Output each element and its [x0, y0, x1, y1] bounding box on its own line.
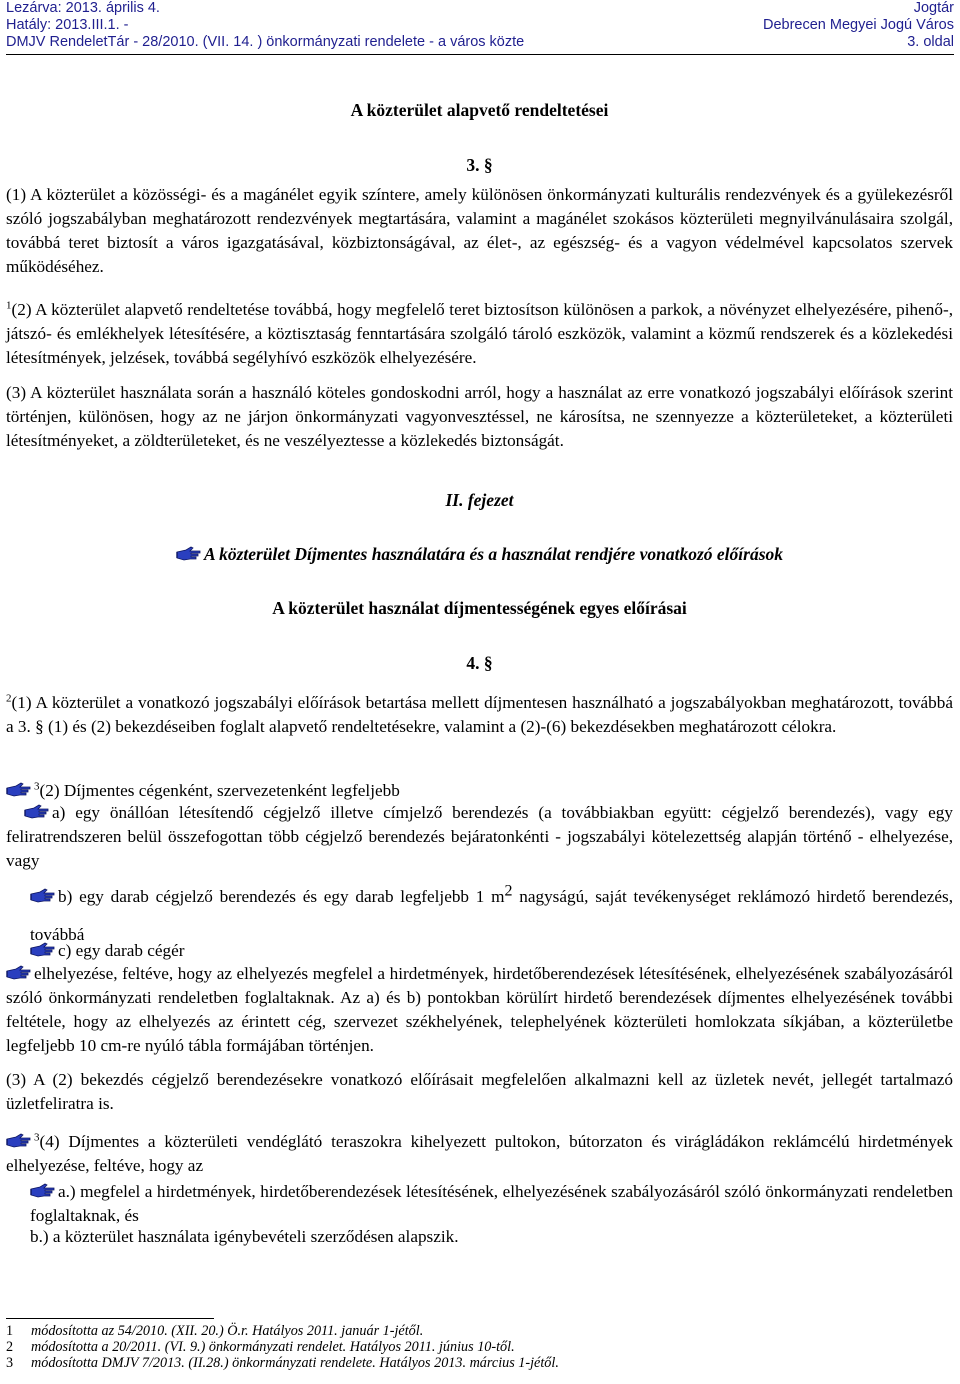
sec3-paragraph-1: (1) A közterület a közösségi- és a magánélet egyik színtere, amely különösen önkormányzati kulturális rendezvények és a gyülekezésről szóló jogszabályban meghatározott rendezvények megtartására, valamint a magánélet szokásos közterületi megnyilvánulásaira szolgál, továbbá teret biztosít a város igazgatásával, közbiztonságával, az élet-, az egészség- és a vagyon védelmével kapcsolatos szervek működéséhez. [6, 185, 953, 276]
footnotes [6, 1323, 954, 1371]
header-city: Debrecen Megyei Jogú Város [762, 17, 954, 33]
sec4-paragraph-4 [6, 1130, 953, 1178]
sec4-paragraph-2 [6, 779, 953, 803]
pointing-hand-icon[interactable] [6, 782, 31, 797]
sec4-point-a-text: a) egy önállóan létesítendő cégjelző illetve címjelző berendezés (a továbbiakban együtt: cégjelző berendezés), vagy egy feliratrendszeren belül összefogottan több cégjelző berendezés bejáratonkénti - jogszabályi kötelezettség alapján történő - elhelyezése, vagy [6, 803, 953, 870]
sec4-point-a [6, 801, 953, 873]
sec4-paragraph-1 [6, 691, 953, 739]
footnote-ref[interactable]: 2 [6, 692, 12, 705]
footnote-item [6, 1323, 954, 1339]
sec3-paragraph-3: (3) A közterület használata során a használó köteles gondoskodni arról, hogy a használat az erre vonatkozó jogszabályi előírások szerint történjen, különösen, hogy az ne járjon önkormányzati vagyonvesztéssel, ne károsítsa, ne szennyezze a közterületeket, a közterületi létesítményeket, a zöldterületeket, és ne veszélyeztesse a közlekedés biztonságát. [6, 383, 953, 450]
sec4-paragraph-4-text: (4) Díjmentes a közterületi vendéglátó teraszokra kihelyezett pultokon, bútorzaton és virágládákon reklámcélú hirdetmények elhelyezése, feltéve, hogy az [6, 1132, 953, 1175]
sec4-point-b-text: b) egy darab cégjelző berendezés és egy darab legfeljebb 1 m [58, 887, 505, 906]
footnote-ref[interactable]: 3 [34, 780, 40, 793]
chapter-title [6, 544, 953, 565]
page-header-right [763, 0, 954, 51]
sec3-paragraph-2 [6, 298, 953, 370]
footnote-item [6, 1339, 954, 1355]
subsection-title: A közterület használat díjmentességének egyes előírásai [272, 598, 687, 618]
sec4-paragraph-2-closing [6, 962, 953, 1058]
sec3-paragraph-2-text: (2) A közterület alapvető rendeltetése továbbá, hogy megfelelő teret biztosítson különösen a parkok, a növényzet elhelyezésére, pihenő-, játszó- és emlékhelyek létesítésére, a köztisztaság fenntartására szolgáló tároló eszközök, valamint a közmű rendszerek és a közlekedési létesítmények, jelzések, továbbá segélyhívó eszközök elhelyezésére. [6, 300, 953, 367]
header-effect-date: Hatály: 2013.III.1. - [6, 17, 129, 33]
sec4-point-b-text-end: nagyságú, saját tevékenységet reklámozó hirdető berendezés, továbbá [30, 887, 953, 944]
footnote-ref[interactable]: 1 [6, 299, 12, 312]
sec4-point-4b: b.) a közterület használata igénybevételi szerződésen alapszik. [30, 1227, 459, 1246]
header-brand: Jogtár [913, 0, 954, 16]
section-title: A közterület alapvető rendeltetései [350, 100, 609, 120]
header-page-number: 3. oldal [907, 34, 954, 50]
section-3-label: 3. § [466, 155, 493, 175]
header-closed-date: Lezárva: 2013. április 4. [6, 0, 160, 16]
footnote-number: 1 [6, 1323, 14, 1339]
footnote-text: módosította DMJV 7/2013. (II.28.) önkormányzati rendelete. Hatályos 2013. március 1-jétől. [31, 1355, 559, 1371]
page-header-left [6, 0, 524, 51]
footnote-number: 3 [6, 1355, 14, 1371]
sec4-paragraph-3: (3) A (2) bekezdés cégjelző berendezésekre vonatkozó előírásait megfelelően alkalmazni kell az üzletek nevét, jellegét tartalmazó üzletfeliratra is. [6, 1070, 953, 1113]
pointing-hand-icon[interactable] [30, 888, 55, 903]
sec4-paragraph-1-text: (1) A közterület a vonatkozó jogszabályi előírások betartása mellett díjmentesen használható a jogszabályokban meghatározott, továbbá a 3. § (1) és (2) bekezdéseiben foglalt alapvető rendeltetésekre, valamint a (2)-(6) bekezdésekben meghatározott célokra. [6, 693, 953, 736]
pointing-hand-icon[interactable] [176, 546, 201, 561]
footnote-number: 2 [6, 1339, 14, 1355]
pointing-hand-icon[interactable] [6, 965, 31, 980]
header-divider [6, 54, 954, 55]
section-4-label: 4. § [466, 653, 493, 673]
sec4-point-c-text: c) egy darab cégér [58, 941, 185, 960]
footnote-divider [6, 1318, 214, 1319]
header-document-ref: DMJV RendeletTár - 28/2010. (VII. 14. ) önkormányzati rendelete - a város közte [6, 34, 525, 50]
chapter-title-text: A közterület Díjmentes használatára és a használat rendjére vonatkozó előírások [203, 544, 784, 564]
footnote-text: módosította az 54/2010. (XII. 20.) Ö.r. Hatályos 2011. január 1-jétől. [31, 1323, 424, 1339]
chapter-label: II. fejezet [445, 490, 514, 510]
pointing-hand-icon[interactable] [30, 942, 55, 957]
pointing-hand-icon[interactable] [30, 1183, 55, 1198]
sec4-paragraph-2-text: (2) Díjmentes cégenként, szervezetenként legfeljebb [39, 781, 400, 800]
sec4-point-c [30, 939, 953, 963]
pointing-hand-icon[interactable] [24, 804, 49, 819]
footnote-text: módosította a 20/2011. (VI. 9.) önkormányzati rendelet. Hatályos 2011. június 10-től. [31, 1339, 515, 1355]
superscript-exponent: 2 [504, 882, 513, 900]
sec4-paragraph-2-closing-text: elhelyezése, feltéve, hogy az elhelyezés megfelel a hirdetmények, hirdetőberendezések létesítésének, elhelyezésének szabályozásáról szóló önkormányzati rendeletben foglaltaknak. Az a) és b) pontokban körülírt hirdető berendezések díjmentes elhelyezésének további feltétele, hogy az elhelyezés az érintett cég, szervezet székhelyének, telephelyének közterületi homlokzata síkjában, a közterületbe legfeljebb 10 cm-re nyúló tábla formájában történjen. [6, 964, 953, 1055]
footnote-ref[interactable]: 3 [34, 1131, 40, 1144]
footnote-item [6, 1355, 954, 1371]
pointing-hand-icon[interactable] [6, 1133, 31, 1148]
sec4-point-4a [6, 1180, 953, 1228]
sec4-point-4a-text: a.) megfelel a hirdetmények, hirdetőberendezések létesítésének, elhelyezésének szabályozásáról szóló önkormányzati rendeletben foglaltaknak, és [30, 1182, 953, 1225]
